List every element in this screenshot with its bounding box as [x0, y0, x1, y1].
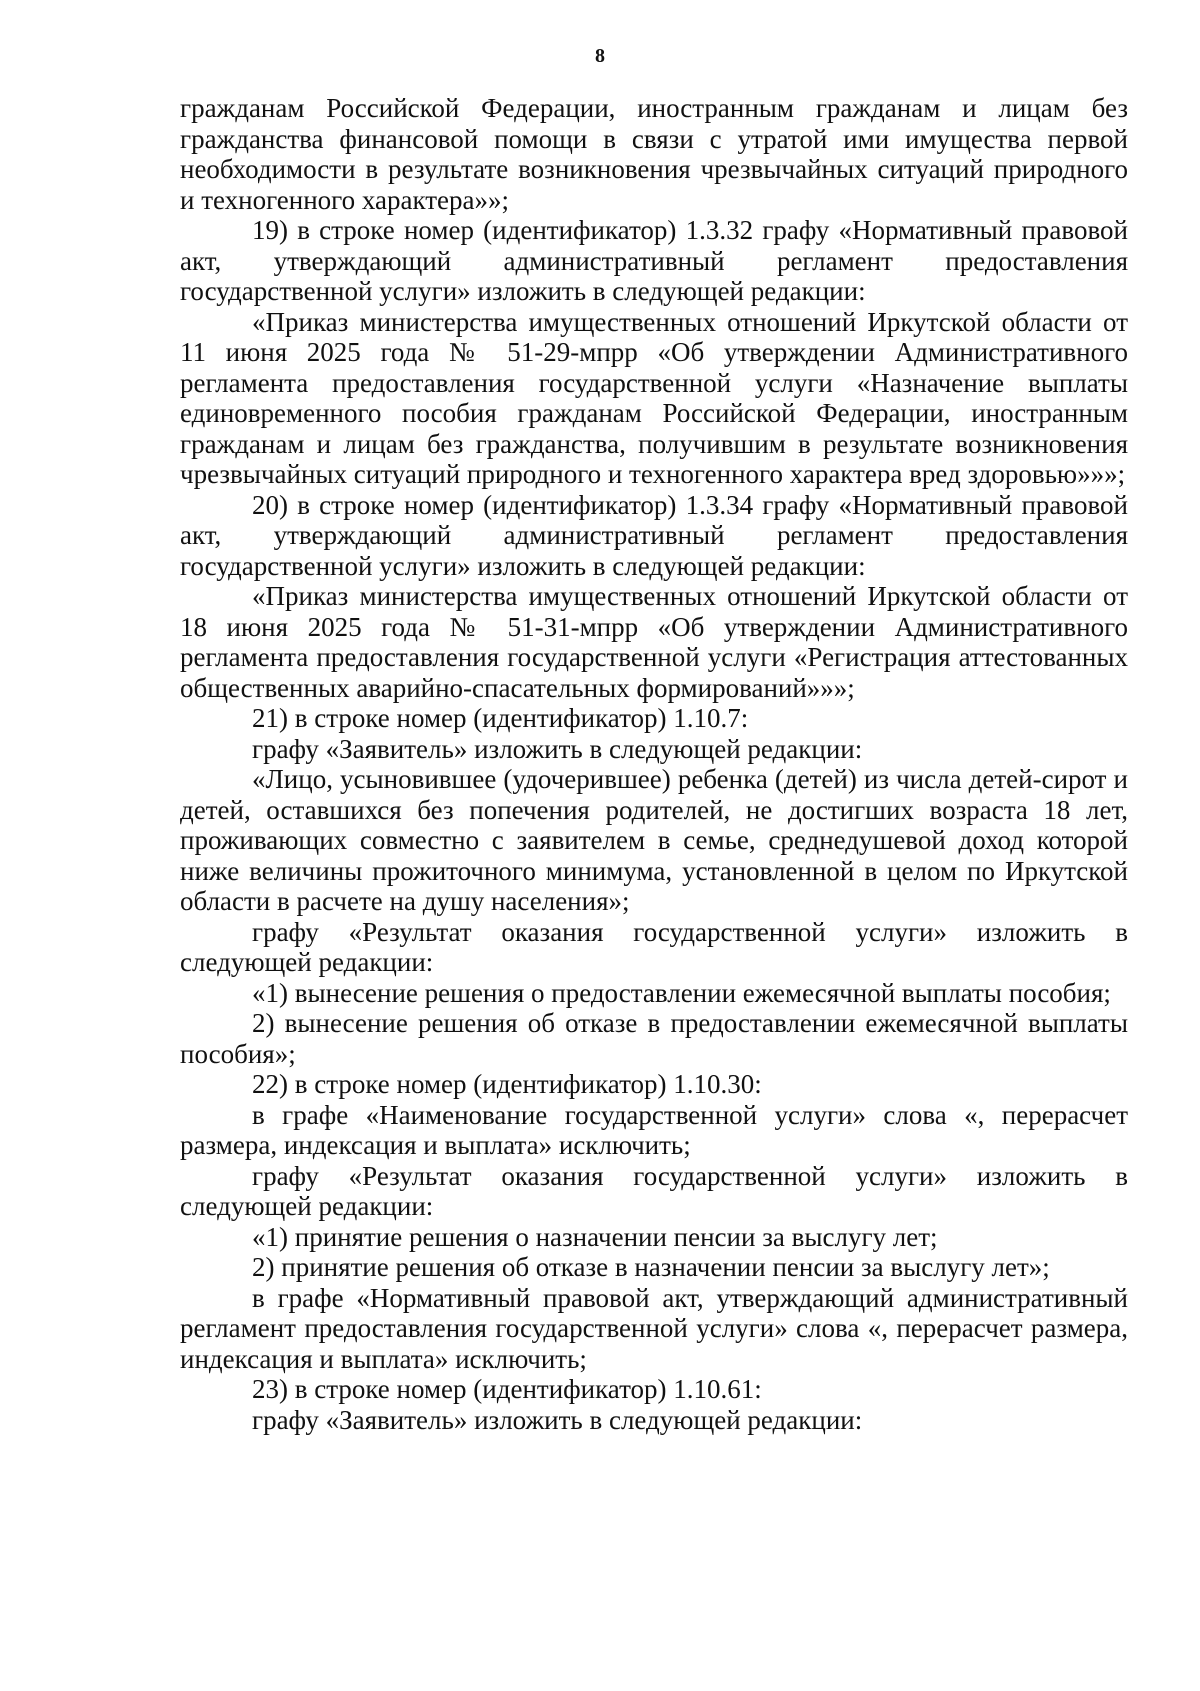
- paragraph-9: графу «Результат оказания государственной услуги» изложить в следующей редакции:: [180, 916, 1128, 977]
- paragraph-5: «Приказ министерства имущественных отношений Иркутской области от 18 июня 2025 года № 51-31-мпрр «Об утверждении Административного регламента предоставления государственной услуги «Регистрация аттестованных общественных аварийно-спасательных формирований»»»;: [180, 581, 1128, 703]
- page-number: 8: [595, 45, 605, 67]
- paragraph-17: в графе «Нормативный правовой акт, утверждающий административный регламент предоставления государственной услуги» слова «, перерасчет размера, индексация и выплата» исключить;: [180, 1282, 1128, 1374]
- paragraph-14: графу «Результат оказания государственной услуги» изложить в следующей редакции:: [180, 1160, 1128, 1221]
- paragraph-3: «Приказ министерства имущественных отношений Иркутской области от 11 июня 2025 года № 51-29-мпрр «Об утверждении Административного регламента предоставления государственной услуги «Назначение выплаты единовременного пособия гражданам Российской Федерации, иностранным гражданам и лицам без гражданства, получившим в результате возникновения чрезвычайных ситуаций природного и техногенного характера вред здоровью»»»;: [180, 306, 1128, 489]
- paragraph-8: «Лицо, усыновившее (удочерившее) ребенка (детей) из числа детей-сирот и детей, оставшихся без попечения родителей, не достигших возраста 18 лет, проживающих совместно с заявителем в семье, среднедушевой доход которой ниже величины прожиточного минимума, установленной в целом по Иркутской области в расчете на душу населения»;: [180, 764, 1128, 916]
- paragraph-15: «1) принятие решения о назначении пенсии за выслугу лет;: [252, 1221, 938, 1252]
- paragraph-19: графу «Заявитель» изложить в следующей редакции:: [252, 1404, 863, 1435]
- paragraph-6: 21) в строке номер (идентификатор) 1.10.7:: [252, 703, 749, 733]
- paragraph-18: 23) в строке номер (идентификатор) 1.10.61:: [252, 1374, 762, 1404]
- paragraph-7: графу «Заявитель» изложить в следующей редакции:: [252, 733, 863, 764]
- paragraph-12: 22) в строке номер (идентификатор) 1.10.30:: [252, 1069, 762, 1099]
- paragraph-2: 19) в строке номер (идентификатор) 1.3.32 графу «Нормативный правовой акт, утверждающий административный регламент предоставления государственной услуги» изложить в следующей редакции:: [180, 215, 1128, 306]
- document-body: [180, 93, 1128, 1435]
- paragraph-10: «1) вынесение решения о предоставлении ежемесячной выплаты пособия;: [252, 977, 1111, 1008]
- paragraph-11: 2) вынесение решения об отказе в предоставлении ежемесячной выплаты пособия»;: [180, 1008, 1128, 1069]
- paragraph-13: в графе «Наименование государственной услуги» слова «, перерасчет размера, индексация и выплата» исключить;: [180, 1099, 1128, 1160]
- paragraph-1: гражданам Российской Федерации, иностранным гражданам и лицам без гражданства финансовой помощи в связи с утратой ими имущества первой необходимости в результате возникновения чрезвычайных ситуаций природного и техногенного характера»»;: [180, 93, 1128, 215]
- paragraph-4: 20) в строке номер (идентификатор) 1.3.34 графу «Нормативный правовой акт, утверждающий административный регламент предоставления государственной услуги» изложить в следующей редакции:: [180, 489, 1128, 581]
- paragraph-16: 2) принятие решения об отказе в назначении пенсии за выслугу лет»;: [252, 1252, 1050, 1282]
